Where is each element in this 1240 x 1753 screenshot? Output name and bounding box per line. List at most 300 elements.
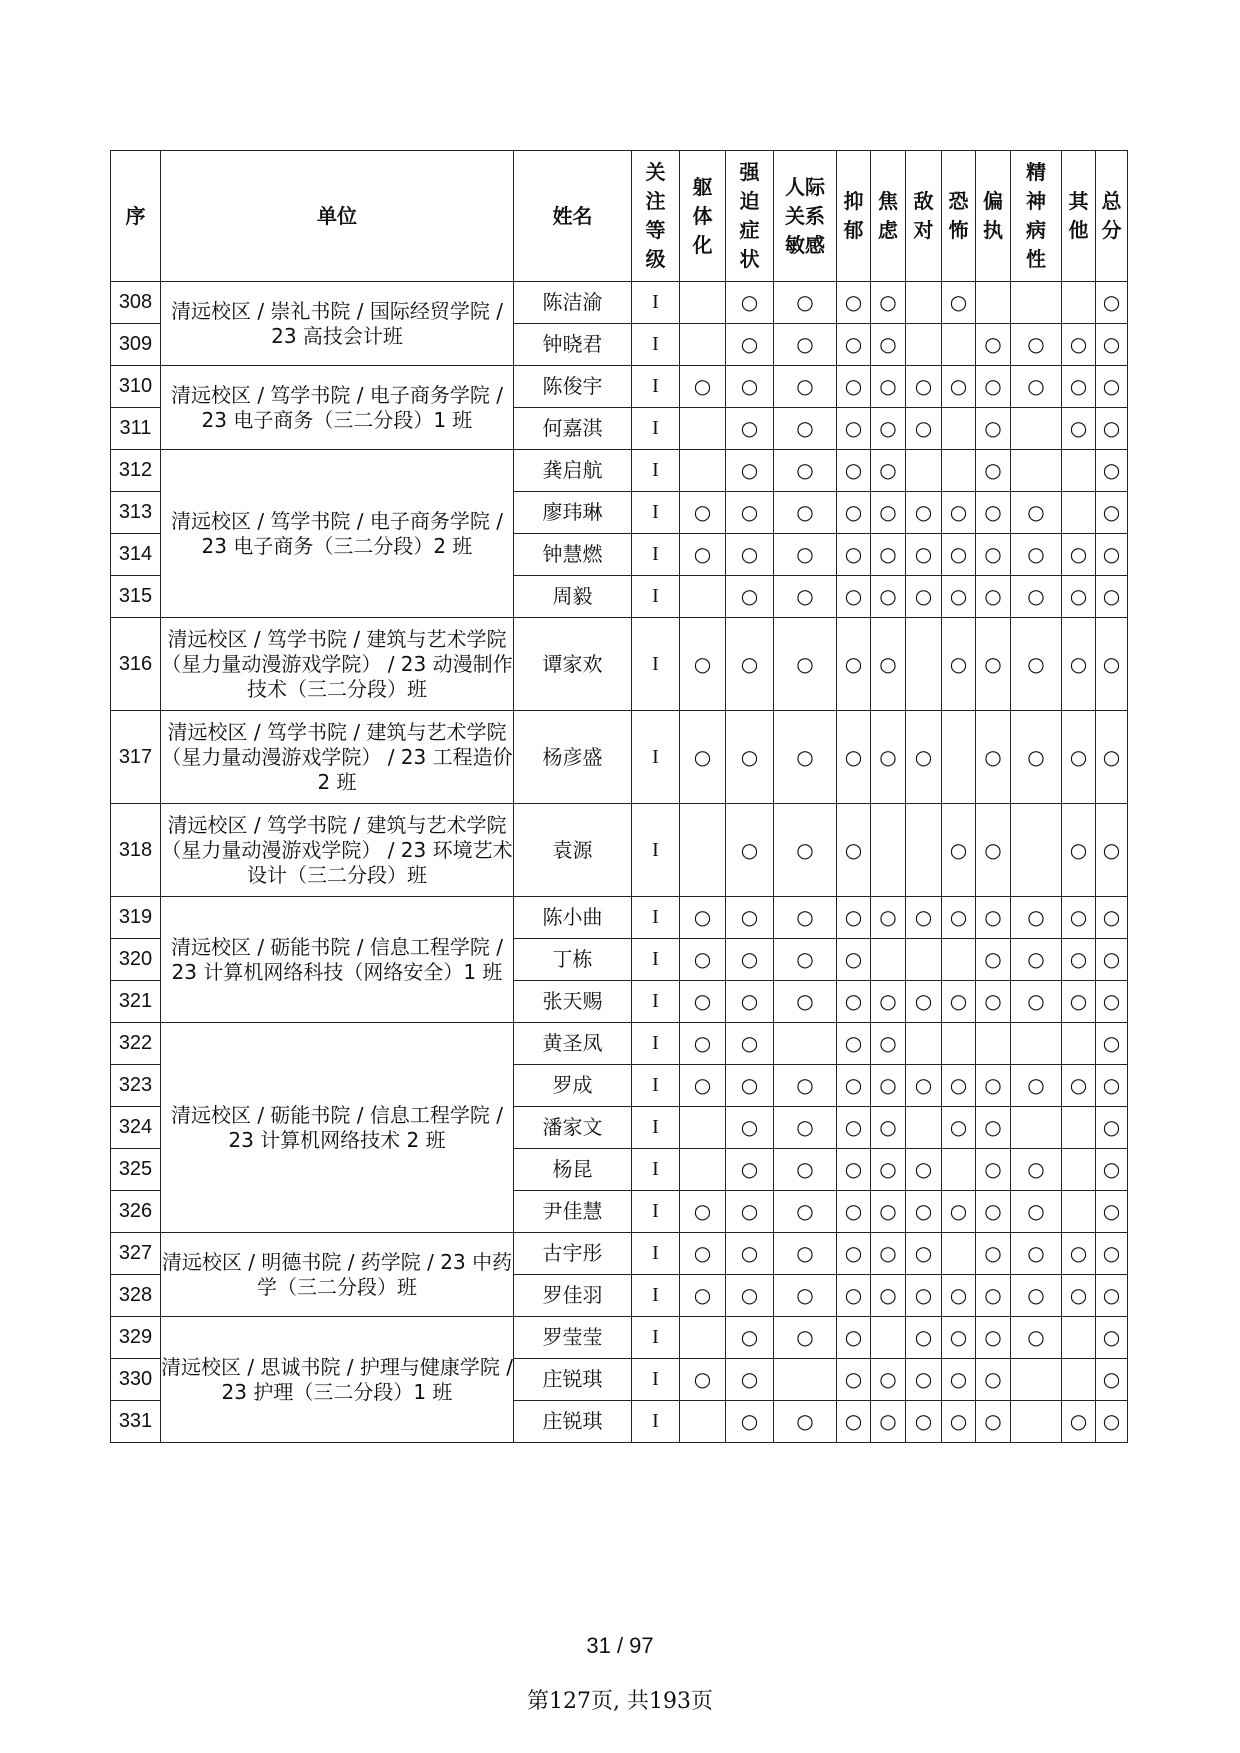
row-name: 潘家文 — [514, 1107, 632, 1149]
flag-circle-icon: ○ — [984, 584, 1002, 608]
flag-circle-icon: ○ — [1102, 1409, 1121, 1433]
row-flag-cell — [726, 576, 774, 618]
page-number: 31 / 97 — [586, 1633, 654, 1658]
row-flag-cell — [976, 366, 1011, 408]
row-seq: 309 — [111, 324, 161, 366]
row-flag-cell — [1062, 897, 1096, 939]
row-flag-cell — [1062, 576, 1096, 618]
row-flag-cell — [774, 1359, 837, 1401]
row-flag-cell — [1011, 804, 1062, 897]
row-flag-cell — [726, 1023, 774, 1065]
row-level: I — [632, 1149, 680, 1191]
row-flag-cell — [1011, 366, 1062, 408]
flag-circle-icon: ○ — [879, 1157, 897, 1181]
flag-circle-icon: ○ — [844, 1073, 863, 1097]
flag-circle-icon: ○ — [1102, 458, 1121, 482]
row-flag-cell — [680, 1191, 726, 1233]
row-flag-cell — [906, 618, 942, 711]
row-name: 罗莹莹 — [514, 1317, 632, 1359]
flag-circle-icon: ○ — [740, 1325, 759, 1349]
row-flag-cell — [680, 1107, 726, 1149]
row-name: 陈俊宇 — [514, 366, 632, 408]
flag-circle-icon: ○ — [796, 374, 814, 398]
row-flag-cell — [1011, 1275, 1062, 1317]
row-flag-cell — [1011, 576, 1062, 618]
col-header-depression: 抑郁 — [837, 151, 871, 282]
flag-circle-icon: ○ — [1069, 905, 1088, 929]
row-flag-cell — [1062, 1149, 1096, 1191]
row-flag-cell — [906, 897, 942, 939]
row-flag-cell — [1062, 1233, 1096, 1275]
row-flag-cell — [774, 1401, 837, 1443]
row-flag-cell — [680, 324, 726, 366]
flag-circle-icon: ○ — [984, 374, 1002, 398]
flag-circle-icon: ○ — [879, 458, 897, 482]
flag-circle-icon: ○ — [1027, 500, 1045, 524]
row-flag-cell — [837, 1149, 871, 1191]
row-flag-cell — [726, 366, 774, 408]
col-header-obsessive: 强迫症状 — [726, 151, 774, 282]
row-seq: 318 — [111, 804, 161, 897]
flag-circle-icon: ○ — [914, 416, 933, 440]
row-flag-cell — [942, 1317, 976, 1359]
flag-circle-icon: ○ — [984, 1241, 1002, 1265]
flag-circle-icon: ○ — [1069, 584, 1088, 608]
flag-circle-icon: ○ — [984, 947, 1002, 971]
row-flag-cell — [871, 1065, 906, 1107]
flag-circle-icon: ○ — [1102, 1241, 1121, 1265]
row-flag-cell — [906, 492, 942, 534]
flag-circle-icon: ○ — [740, 290, 759, 314]
flag-circle-icon: ○ — [879, 744, 897, 769]
row-flag-cell — [942, 450, 976, 492]
flag-circle-icon: ○ — [1069, 989, 1088, 1013]
flag-circle-icon: ○ — [693, 1199, 712, 1223]
flag-circle-icon: ○ — [914, 1409, 933, 1433]
row-flag-cell — [871, 366, 906, 408]
row-flag-cell — [1062, 1191, 1096, 1233]
row-flag-cell — [906, 1149, 942, 1191]
row-seq: 312 — [111, 450, 161, 492]
flag-circle-icon: ○ — [1069, 837, 1088, 862]
row-flag-cell — [1011, 450, 1062, 492]
flag-circle-icon: ○ — [914, 905, 933, 929]
row-flag-cell — [1011, 981, 1062, 1023]
row-flag-cell — [871, 576, 906, 618]
flag-circle-icon: ○ — [1069, 416, 1088, 440]
row-flag-cell — [1011, 324, 1062, 366]
row-unit: 清远校区 / 思诚书院 / 护理与健康学院 / 23 护理（三二分段）1 班 — [161, 1317, 514, 1443]
row-seq: 310 — [111, 366, 161, 408]
flag-circle-icon: ○ — [693, 1367, 712, 1391]
row-flag-cell — [1096, 408, 1128, 450]
row-flag-cell — [774, 981, 837, 1023]
row-flag-cell — [942, 1191, 976, 1233]
row-seq: 328 — [111, 1275, 161, 1317]
row-flag-cell — [680, 1401, 726, 1443]
flag-circle-icon: ○ — [844, 989, 863, 1013]
row-level: I — [632, 1317, 680, 1359]
row-flag-cell — [726, 618, 774, 711]
flag-circle-icon: ○ — [1069, 1409, 1088, 1433]
flag-circle-icon: ○ — [740, 947, 759, 971]
row-flag-cell — [906, 711, 942, 804]
row-flag-cell — [906, 1107, 942, 1149]
flag-circle-icon: ○ — [1102, 837, 1121, 862]
student-table — [110, 150, 1128, 1443]
flag-circle-icon: ○ — [740, 1157, 759, 1181]
row-flag-cell — [1096, 1317, 1128, 1359]
flag-circle-icon: ○ — [796, 500, 814, 524]
row-flag-cell — [942, 939, 976, 981]
row-seq: 327 — [111, 1233, 161, 1275]
flag-circle-icon: ○ — [740, 1031, 759, 1055]
flag-circle-icon: ○ — [740, 1199, 759, 1223]
flag-circle-icon: ○ — [1069, 542, 1088, 566]
table-row — [111, 804, 1128, 897]
row-flag-cell — [1062, 408, 1096, 450]
flag-circle-icon: ○ — [984, 989, 1002, 1013]
row-seq: 322 — [111, 1023, 161, 1065]
row-flag-cell — [871, 450, 906, 492]
flag-circle-icon: ○ — [984, 1325, 1002, 1349]
flag-circle-icon: ○ — [879, 989, 897, 1013]
col-header-interpersonal: 人际关系敏感 — [774, 151, 837, 282]
flag-circle-icon: ○ — [844, 290, 863, 314]
flag-circle-icon: ○ — [914, 1241, 933, 1265]
col-header-level: 关注等级 — [632, 151, 680, 282]
row-flag-cell — [774, 1149, 837, 1191]
row-flag-cell — [837, 1401, 871, 1443]
flag-circle-icon: ○ — [844, 1325, 863, 1349]
flag-circle-icon: ○ — [1027, 542, 1045, 566]
flag-circle-icon: ○ — [1102, 500, 1121, 524]
flag-circle-icon: ○ — [914, 1283, 933, 1307]
row-flag-cell — [774, 1317, 837, 1359]
row-flag-cell — [976, 1233, 1011, 1275]
row-level: I — [632, 939, 680, 981]
row-name: 廖玮琳 — [514, 492, 632, 534]
flag-circle-icon: ○ — [844, 1157, 863, 1181]
row-flag-cell — [1062, 282, 1096, 324]
flag-circle-icon: ○ — [796, 290, 814, 314]
col-header-total: 总分 — [1096, 151, 1128, 282]
row-flag-cell — [726, 1107, 774, 1149]
row-flag-cell — [1011, 618, 1062, 711]
flag-circle-icon: ○ — [879, 1409, 897, 1433]
row-unit: 清远校区 / 崇礼书院 / 国际经贸学院 / 23 高技会计班 — [161, 282, 514, 366]
row-flag-cell — [871, 1275, 906, 1317]
col-header-paranoia: 偏执 — [976, 151, 1011, 282]
row-flag-cell — [942, 981, 976, 1023]
row-level: I — [632, 324, 680, 366]
row-name: 杨昆 — [514, 1149, 632, 1191]
row-level: I — [632, 1401, 680, 1443]
row-flag-cell — [1096, 618, 1128, 711]
flag-circle-icon: ○ — [879, 584, 897, 608]
row-flag-cell — [906, 1359, 942, 1401]
flag-circle-icon: ○ — [984, 542, 1002, 566]
row-flag-cell — [871, 1359, 906, 1401]
table-row — [111, 366, 1128, 408]
flag-circle-icon: ○ — [796, 989, 814, 1013]
row-seq: 313 — [111, 492, 161, 534]
row-flag-cell — [1011, 939, 1062, 981]
flag-circle-icon: ○ — [1102, 1031, 1121, 1055]
row-seq: 331 — [111, 1401, 161, 1443]
header-row — [111, 151, 1128, 282]
row-flag-cell — [871, 618, 906, 711]
row-flag-cell — [1096, 534, 1128, 576]
col-header-anxiety: 焦虑 — [871, 151, 906, 282]
row-flag-cell — [1096, 1149, 1128, 1191]
row-unit: 清远校区 / 砺能书院 / 信息工程学院 / 23 计算机网络科技（网络安全）1 班 — [161, 897, 514, 1023]
flag-circle-icon: ○ — [796, 1241, 814, 1265]
row-flag-cell — [774, 939, 837, 981]
flag-circle-icon: ○ — [796, 416, 814, 440]
row-flag-cell — [942, 1401, 976, 1443]
row-flag-cell — [1062, 711, 1096, 804]
row-flag-cell — [726, 897, 774, 939]
row-name: 黄圣凤 — [514, 1023, 632, 1065]
flag-circle-icon: ○ — [693, 500, 712, 524]
row-flag-cell — [837, 324, 871, 366]
row-seq: 314 — [111, 534, 161, 576]
flag-circle-icon: ○ — [914, 989, 933, 1013]
row-flag-cell — [680, 1359, 726, 1401]
row-name: 谭家欢 — [514, 618, 632, 711]
flag-circle-icon: ○ — [844, 905, 863, 929]
col-header-psychoticism: 精神病性 — [1011, 151, 1062, 282]
row-seq: 329 — [111, 1317, 161, 1359]
row-flag-cell — [1011, 897, 1062, 939]
row-flag-cell — [976, 1359, 1011, 1401]
row-level: I — [632, 1191, 680, 1233]
row-seq: 326 — [111, 1191, 161, 1233]
row-flag-cell — [774, 1065, 837, 1107]
flag-circle-icon: ○ — [844, 332, 863, 356]
flag-circle-icon: ○ — [693, 651, 712, 676]
col-header-hostility: 敌对 — [906, 151, 942, 282]
row-level: I — [632, 1275, 680, 1317]
row-flag-cell — [837, 408, 871, 450]
row-flag-cell — [680, 450, 726, 492]
row-flag-cell — [680, 576, 726, 618]
flag-circle-icon: ○ — [1027, 374, 1045, 398]
flag-circle-icon: ○ — [949, 290, 968, 314]
row-flag-cell — [680, 1065, 726, 1107]
row-seq: 315 — [111, 576, 161, 618]
flag-circle-icon: ○ — [949, 374, 968, 398]
flag-circle-icon: ○ — [844, 1115, 863, 1139]
flag-circle-icon: ○ — [1027, 651, 1045, 676]
flag-circle-icon: ○ — [1102, 374, 1121, 398]
row-flag-cell — [1062, 1065, 1096, 1107]
row-flag-cell — [680, 897, 726, 939]
row-flag-cell — [837, 1023, 871, 1065]
row-flag-cell — [871, 981, 906, 1023]
flag-circle-icon: ○ — [879, 905, 897, 929]
flag-circle-icon: ○ — [693, 905, 712, 929]
row-flag-cell — [726, 1191, 774, 1233]
row-flag-cell — [680, 282, 726, 324]
row-flag-cell — [726, 1275, 774, 1317]
row-flag-cell — [942, 897, 976, 939]
row-flag-cell — [906, 1275, 942, 1317]
row-flag-cell — [906, 282, 942, 324]
table-row — [111, 618, 1128, 711]
row-flag-cell — [837, 450, 871, 492]
flag-circle-icon: ○ — [1027, 905, 1045, 929]
flag-circle-icon: ○ — [740, 989, 759, 1013]
row-flag-cell — [871, 1233, 906, 1275]
row-flag-cell — [942, 576, 976, 618]
flag-circle-icon: ○ — [984, 1157, 1002, 1181]
row-flag-cell — [976, 1317, 1011, 1359]
row-seq: 316 — [111, 618, 161, 711]
row-level: I — [632, 1233, 680, 1275]
row-flag-cell — [942, 408, 976, 450]
flag-circle-icon: ○ — [1102, 989, 1121, 1013]
row-flag-cell — [942, 1107, 976, 1149]
row-unit: 清远校区 / 砺能书院 / 信息工程学院 / 23 计算机网络技术 2 班 — [161, 1023, 514, 1233]
flag-circle-icon: ○ — [740, 1283, 759, 1307]
row-flag-cell — [906, 981, 942, 1023]
flag-circle-icon: ○ — [740, 500, 759, 524]
table-row — [111, 897, 1128, 939]
row-level: I — [632, 576, 680, 618]
row-flag-cell — [680, 1317, 726, 1359]
row-name: 周毅 — [514, 576, 632, 618]
flag-circle-icon: ○ — [1102, 947, 1121, 971]
flag-circle-icon: ○ — [879, 651, 897, 676]
row-flag-cell — [871, 1191, 906, 1233]
flag-circle-icon: ○ — [914, 584, 933, 608]
flag-circle-icon: ○ — [914, 542, 933, 566]
flag-circle-icon: ○ — [693, 1073, 712, 1097]
row-flag-cell — [837, 1275, 871, 1317]
row-flag-cell — [906, 1065, 942, 1107]
row-flag-cell — [1062, 804, 1096, 897]
row-flag-cell — [1011, 534, 1062, 576]
row-flag-cell — [726, 534, 774, 576]
flag-circle-icon: ○ — [1027, 947, 1045, 971]
flag-circle-icon: ○ — [796, 905, 814, 929]
row-flag-cell — [726, 450, 774, 492]
row-flag-cell — [837, 1233, 871, 1275]
row-flag-cell — [871, 534, 906, 576]
row-flag-cell — [906, 324, 942, 366]
row-flag-cell — [906, 1191, 942, 1233]
row-level: I — [632, 534, 680, 576]
flag-circle-icon: ○ — [693, 1031, 712, 1055]
flag-circle-icon: ○ — [914, 374, 933, 398]
flag-circle-icon: ○ — [1027, 1283, 1045, 1307]
flag-circle-icon: ○ — [796, 332, 814, 356]
row-flag-cell — [906, 1401, 942, 1443]
flag-circle-icon: ○ — [693, 744, 712, 769]
row-flag-cell — [976, 282, 1011, 324]
flag-circle-icon: ○ — [879, 332, 897, 356]
row-name: 何嘉淇 — [514, 408, 632, 450]
row-flag-cell — [726, 1233, 774, 1275]
row-name: 陈洁渝 — [514, 282, 632, 324]
row-name: 罗佳羽 — [514, 1275, 632, 1317]
flag-circle-icon: ○ — [1027, 1199, 1045, 1223]
row-flag-cell — [837, 1107, 871, 1149]
flag-circle-icon: ○ — [949, 500, 968, 524]
row-level: I — [632, 981, 680, 1023]
flag-circle-icon: ○ — [949, 1283, 968, 1307]
flag-circle-icon: ○ — [1069, 744, 1088, 769]
flag-circle-icon: ○ — [740, 744, 759, 769]
row-flag-cell — [774, 324, 837, 366]
row-flag-cell — [1096, 366, 1128, 408]
row-flag-cell — [680, 711, 726, 804]
flag-circle-icon: ○ — [796, 1157, 814, 1181]
flag-circle-icon: ○ — [984, 905, 1002, 929]
flag-circle-icon: ○ — [1102, 1283, 1121, 1307]
row-unit: 清远校区 / 笃学书院 / 建筑与艺术学院（星力量动漫游戏学院） / 23 工程造价 2 班 — [161, 711, 514, 804]
flag-circle-icon: ○ — [984, 1199, 1002, 1223]
row-flag-cell — [1062, 1275, 1096, 1317]
row-flag-cell — [906, 1317, 942, 1359]
row-level: I — [632, 492, 680, 534]
row-flag-cell — [1062, 1359, 1096, 1401]
flag-circle-icon: ○ — [844, 542, 863, 566]
flag-circle-icon: ○ — [879, 1031, 897, 1055]
flag-circle-icon: ○ — [1102, 290, 1121, 314]
row-flag-cell — [976, 408, 1011, 450]
row-flag-cell — [726, 1317, 774, 1359]
flag-circle-icon: ○ — [1102, 744, 1121, 769]
flag-circle-icon: ○ — [879, 1199, 897, 1223]
row-flag-cell — [1096, 1107, 1128, 1149]
flag-circle-icon: ○ — [796, 744, 814, 769]
row-level: I — [632, 1023, 680, 1065]
flag-circle-icon: ○ — [844, 416, 863, 440]
table-row — [111, 450, 1128, 492]
flag-circle-icon: ○ — [984, 1367, 1002, 1391]
row-name: 尹佳慧 — [514, 1191, 632, 1233]
flag-circle-icon: ○ — [984, 837, 1002, 862]
flag-circle-icon: ○ — [949, 1115, 968, 1139]
row-flag-cell — [774, 711, 837, 804]
row-flag-cell — [976, 1023, 1011, 1065]
row-level: I — [632, 1065, 680, 1107]
flag-circle-icon: ○ — [1102, 584, 1121, 608]
flag-circle-icon: ○ — [740, 837, 759, 862]
row-flag-cell — [680, 492, 726, 534]
flag-circle-icon: ○ — [879, 1367, 897, 1391]
row-flag-cell — [976, 939, 1011, 981]
row-name: 杨彦盛 — [514, 711, 632, 804]
row-flag-cell — [1011, 1023, 1062, 1065]
col-header-somatization: 躯体化 — [680, 151, 726, 282]
flag-circle-icon: ○ — [914, 744, 933, 769]
flag-circle-icon: ○ — [796, 1325, 814, 1349]
flag-circle-icon: ○ — [844, 744, 863, 769]
table-row — [111, 1233, 1128, 1275]
row-seq: 330 — [111, 1359, 161, 1401]
flag-circle-icon: ○ — [1102, 1073, 1121, 1097]
row-flag-cell — [680, 804, 726, 897]
row-level: I — [632, 804, 680, 897]
row-flag-cell — [680, 1275, 726, 1317]
flag-circle-icon: ○ — [796, 1073, 814, 1097]
flag-circle-icon: ○ — [984, 332, 1002, 356]
row-flag-cell — [1011, 1317, 1062, 1359]
